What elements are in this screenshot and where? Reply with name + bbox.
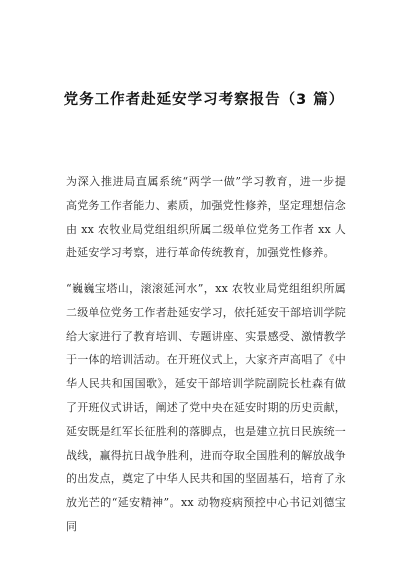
paragraph-intro	[66, 159, 346, 276]
paragraph-text: “巍巍宝塔山，滚滚延河水”，xx 农牧业局党组组织所属二级单位党务工作者赴延安学习，依托延安干部培训学院给大家进行了教育培训、专题讲座、实景感受、激情教学于一体的培训活动。在开班仪式上，大家齐声高唱了《中华人民共和国国歌》，延安干部培训学院副院长杜森有做了开班仪式讲话，阐述了党中央在延安时期的历史贡献，延安既是红军长征胜利的落脚点，也是建立抗日民族统一战线，赢得抗日战争胜利，进而夺取全国胜利的解放战争的出发点，奠定了中华人民共和国的坚固基石，培育了永放光芒的“延安精神”。xx 动物疫病预控中心书记刘德宝同	[66, 282, 346, 533]
paragraph-text: 为深入推进局直属系统“两学一做”学习教育，进一步提高党务工作者能力、素质，加强党性修养，坚定理想信念由 xx 农牧业局党组组织所属二级单位党务工作者 xx 人赴延安学习考察，进行革命传统教育，加强党性修养。	[66, 175, 346, 260]
paragraph-body	[66, 266, 346, 550]
document-title: 党务工作者赴延安学习考察报告（3 篇）	[63, 92, 345, 108]
